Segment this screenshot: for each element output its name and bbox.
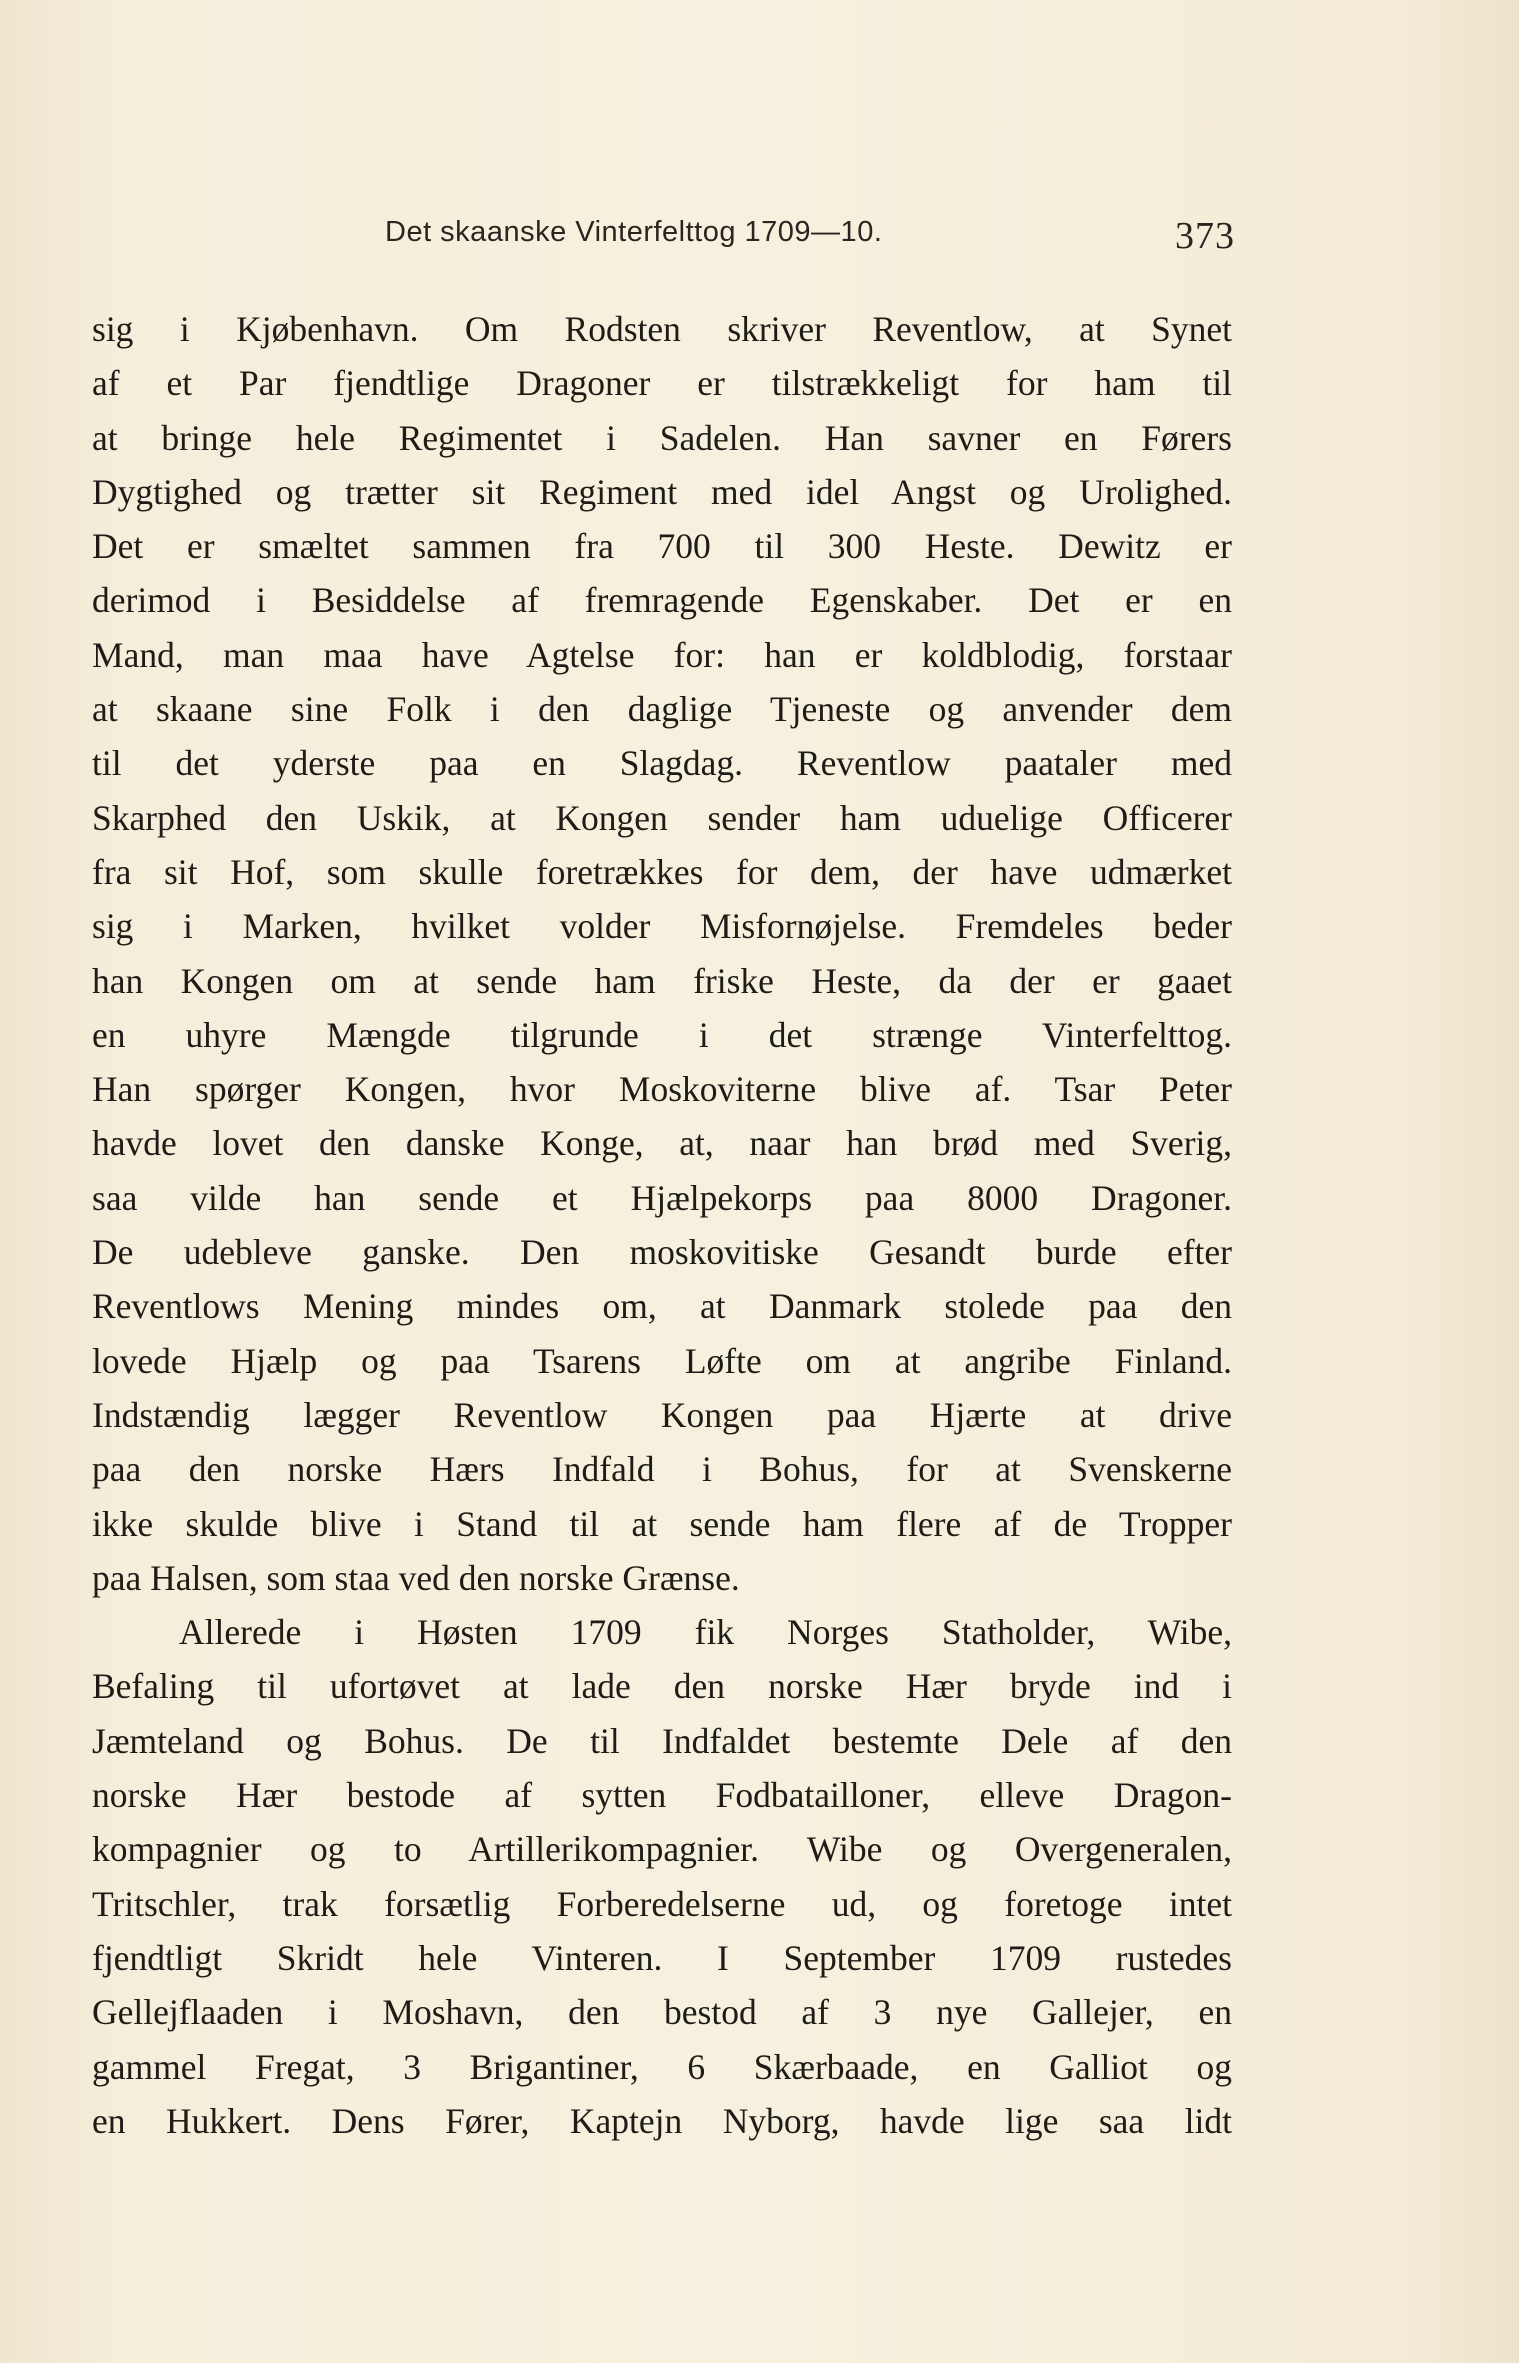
text-line: til det yderste paa en Slagdag. Reventlow paataler med: [92, 743, 1232, 784]
text-line: Dygtighed og trætter sit Regiment med idel Angst og Urolighed.: [92, 471, 1232, 512]
text-line: havde lovet den danske Konge, at, naar han brød med Sverig,: [92, 1123, 1232, 1164]
text-line: Reventlows Mening mindes om, at Danmark stolede paa den: [92, 1286, 1232, 1327]
text-line: sig i Marken, hvilket volder Misfornøjelse. Fremdeles beder: [92, 906, 1232, 947]
paragraph-2: [92, 1605, 1232, 2148]
text-line: Gellejflaaden i Moshavn, den bestod af 3 nye Gallejer, en: [92, 1992, 1232, 2033]
text-line: De udebleve ganske. Den moskovitiske Gesandt burde efter: [92, 1232, 1232, 1273]
text-line: paa den norske Hærs Indfald i Bohus, for at Svenskerne: [92, 1449, 1232, 1490]
page-number: 373: [1175, 215, 1235, 257]
text-line: Det er smæltet sammen fra 700 til 300 Heste. Dewitz er: [92, 526, 1232, 567]
text-line: Indstændig lægger Reventlow Kongen paa Hjærte at drive: [92, 1394, 1232, 1435]
paragraph-1: [92, 302, 1232, 1605]
text-line: ikke skulde blive i Stand til at sende ham flere af de Tropper: [92, 1503, 1232, 1544]
text-line: kompagnier og to Artillerikompagnier. Wibe og Overgeneralen,: [92, 1829, 1232, 1870]
text-line: at bringe hele Regimentet i Sadelen. Han savner en Førers: [92, 417, 1232, 458]
text-line: saa vilde han sende et Hjælpekorps paa 8000 Dragoner.: [92, 1177, 1232, 1218]
text-line: norske Hær bestode af sytten Fodbatailloner, elleve Dragon-: [92, 1775, 1232, 1816]
text-line: Skarphed den Uskik, at Kongen sender ham uduelige Officerer: [92, 797, 1232, 838]
text-line: af et Par fjendtlige Dragoner er tilstrækkeligt for ham til: [92, 363, 1232, 404]
text-line: Befaling til ufortøvet at lade den norske Hær bryde ind i: [92, 1666, 1232, 1707]
text-line: at skaane sine Folk i den daglige Tjeneste og anvender dem: [92, 689, 1232, 730]
text-line: Han spørger Kongen, hvor Moskoviterne blive af. Tsar Peter: [92, 1069, 1232, 1110]
text-line: han Kongen om at sende ham friske Heste, da der er gaaet: [92, 960, 1232, 1001]
text-line: Tritschler, trak forsætlig Forberedelserne ud, og foretoge intet: [92, 1883, 1232, 1924]
text-line: lovede Hjælp og paa Tsarens Løfte om at angribe Finland.: [92, 1340, 1232, 1381]
text-line: sig i Kjøbenhavn. Om Rodsten skriver Reventlow, at Synet: [92, 309, 1232, 349]
text-line: fjendtligt Skridt hele Vinteren. I September 1709 rustedes: [92, 1937, 1232, 1978]
body-text: [92, 302, 1232, 2148]
text-line: fra sit Hof, som skulle foretrækkes for dem, der have udmærket: [92, 851, 1232, 892]
text-line: en Hukkert. Dens Fører, Kaptejn Nyborg, havde lige saa lidt: [92, 2100, 1232, 2141]
text-line: Mand, man maa have Agtelse for: han er koldblodig, forstaar: [92, 634, 1232, 675]
text-line: en uhyre Mængde tilgrunde i det strænge Vinterfelttog.: [92, 1014, 1232, 1055]
text-line: derimod i Besiddelse af fremragende Egenskaber. Det er en: [92, 580, 1232, 621]
text-line: Jæmteland og Bohus. De til Indfaldet bestemte Dele af den: [92, 1720, 1232, 1761]
text-line: paa Halsen, som staa ved den norske Grænse.: [92, 1557, 740, 1598]
text-line: gammel Fregat, 3 Brigantiner, 6 Skærbaade, en Galliot og: [92, 2046, 1232, 2087]
running-header: [385, 210, 1245, 260]
running-title: Det skaanske Vinterfelttog 1709—10.: [385, 216, 883, 248]
text-line: Allerede i Høsten 1709 fik Norges Statholder, Wibe,: [179, 1612, 1232, 1653]
